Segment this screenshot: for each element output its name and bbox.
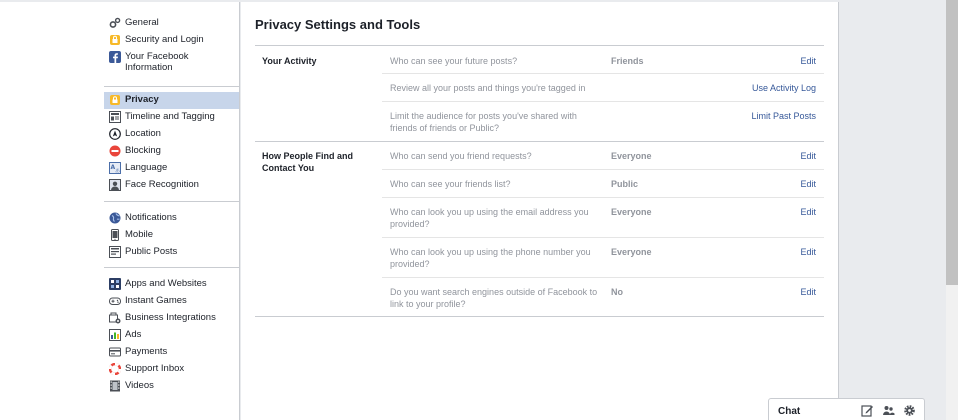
setting-question: Who can see your future posts? [390,56,518,66]
row-divider [382,197,824,198]
use-activity-log-link[interactable]: Use Activity Log [751,83,816,93]
rss-icon [109,246,121,258]
sidebar-item-business-integrations[interactable] [104,310,239,327]
section-heading-your-activity: Your Activity [262,56,317,66]
row-divider [382,169,824,170]
sidebar-item-label: Instant Games [125,295,187,306]
edit-friend-requests-link[interactable]: Edit [800,151,816,161]
svg-text:あ: あ [115,168,121,174]
facebook-icon [109,51,121,63]
sidebar-item-payments[interactable] [104,344,239,361]
sidebar-item-language[interactable] [104,160,239,177]
settings-gear-icon[interactable] [903,404,916,417]
setting-question: Who can see your friends list? [390,179,511,189]
setting-value: Everyone [611,151,652,161]
edit-phone-lookup-link[interactable]: Edit [800,247,816,257]
sidebar-item-label: Mobile [125,229,153,240]
sidebar-item-your-facebook-information[interactable] [104,49,239,74]
setting-row-limit-past-posts [382,110,824,138]
edit-search-engines-link[interactable]: Edit [800,287,816,297]
sidebar-item-ads[interactable] [104,327,239,344]
sidebar-group-apps [104,276,239,395]
badge-icon [109,34,121,46]
setting-row-search-engines [382,286,824,314]
chat-label: Chat [778,406,801,417]
page-title: Privacy Settings and Tools [255,17,421,32]
gamepad-icon [109,295,121,307]
sidebar-item-general[interactable] [104,15,239,32]
sidebar-group-notifications [104,210,239,261]
sidebar-item-blocking[interactable] [104,143,239,160]
svg-text:A: A [110,164,116,171]
setting-question: Do you want search engines outside of Facebook to link to your profile? [390,287,598,309]
gears-icon [109,17,121,29]
title-divider [255,45,824,46]
sidebar-item-mobile[interactable] [104,227,239,244]
sidebar-item-label: Payments [125,346,168,357]
sidebar-item-location[interactable] [104,126,239,143]
sidebar-group-privacy [104,92,239,194]
sidebar-item-label: Ads [125,329,142,340]
language-icon [109,162,121,174]
chat-bar[interactable] [768,398,925,420]
sidebar-item-privacy[interactable] [104,92,239,109]
globe-icon [109,212,121,224]
setting-row-friends-list [382,178,824,198]
edit-future-posts-link[interactable]: Edit [800,56,816,66]
face-icon [109,179,121,191]
setting-question: Who can look you up using the phone number you provided? [390,247,591,269]
sidebar-item-label: Face Recognition [125,179,199,190]
row-divider [382,277,824,278]
sidebar-item-label: Apps and Websites [125,278,207,289]
sidebar-item-label: Your Facebook Information [125,51,189,73]
setting-row-phone-lookup [382,246,824,274]
sidebar-divider [104,267,239,268]
setting-question: Review all your posts and things you're tagged in [390,83,586,93]
sidebar-item-label: Language [125,162,168,173]
setting-row-email-lookup [382,206,824,234]
sidebar-item-label: Blocking [125,145,161,156]
sidebar-item-label: Public Posts [125,246,178,257]
privacy-settings-panel [241,2,839,420]
sidebar-item-support-inbox[interactable] [104,361,239,378]
mobile-icon [109,229,121,241]
setting-value: Everyone [611,207,652,217]
setting-question: Who can look you up using the email address you provided? [390,207,589,229]
setting-row-future-posts [382,55,824,75]
sidebar-item-security-and-login[interactable] [104,32,239,49]
row-divider [382,237,824,238]
settings-sidebar [0,2,240,420]
card-icon [109,346,121,358]
sidebar-item-instant-games[interactable] [104,293,239,310]
sidebar-group-account [104,15,239,74]
compose-icon[interactable] [861,404,874,417]
sidebar-item-label: Business Integrations [125,312,216,323]
lock-icon [109,94,121,106]
setting-question: Limit the audience for posts you've shared with friends of friends or Public? [390,111,577,133]
sidebar-divider [104,86,239,87]
setting-row-activity-log [382,82,824,102]
film-icon [109,380,121,392]
edit-friends-list-link[interactable]: Edit [800,179,816,189]
setting-value: Everyone [611,247,652,257]
sidebar-item-notifications[interactable] [104,210,239,227]
sidebar-divider [104,201,239,202]
sidebar-item-label: Support Inbox [125,363,185,374]
section-heading-how-people-find-you: How People Find and Contact You [262,151,354,173]
ads-icon [109,329,121,341]
apps-icon [109,278,121,290]
sidebar-item-label: Location [125,128,161,139]
setting-value: Friends [611,56,644,66]
setting-row-friend-requests [382,150,824,170]
sidebar-item-apps-and-websites[interactable] [104,276,239,293]
sidebar-item-label: Privacy [125,94,159,105]
section-divider [255,141,824,142]
edit-email-lookup-link[interactable]: Edit [800,207,816,217]
location-icon [109,128,121,140]
sidebar-item-label: General [125,17,159,28]
sidebar-item-label: Videos [125,380,154,391]
row-divider [382,73,824,74]
row-divider [382,101,824,102]
block-icon [109,145,121,157]
sidebar-item-public-posts[interactable] [104,244,239,261]
setting-value: Public [611,179,639,189]
sidebar-item-label: Notifications [125,212,177,223]
business-icon [109,312,121,324]
timeline-icon [109,111,121,123]
sidebar-item-label: Security and Login [125,34,204,45]
section-divider [255,316,824,317]
sidebar-item-label: Timeline and Tagging [125,111,215,122]
sidebar-item-face-recognition[interactable] [104,177,239,194]
sidebar-item-timeline-and-tagging[interactable] [104,109,239,126]
new-group-icon[interactable] [882,404,895,417]
setting-question: Who can send you friend requests? [390,151,532,161]
setting-value: No [611,287,623,297]
limit-past-posts-link[interactable]: Limit Past Posts [751,111,816,121]
lifebuoy-icon [109,363,121,375]
sidebar-item-videos[interactable] [104,378,239,395]
page-scrollbar-thumb[interactable] [946,0,958,285]
